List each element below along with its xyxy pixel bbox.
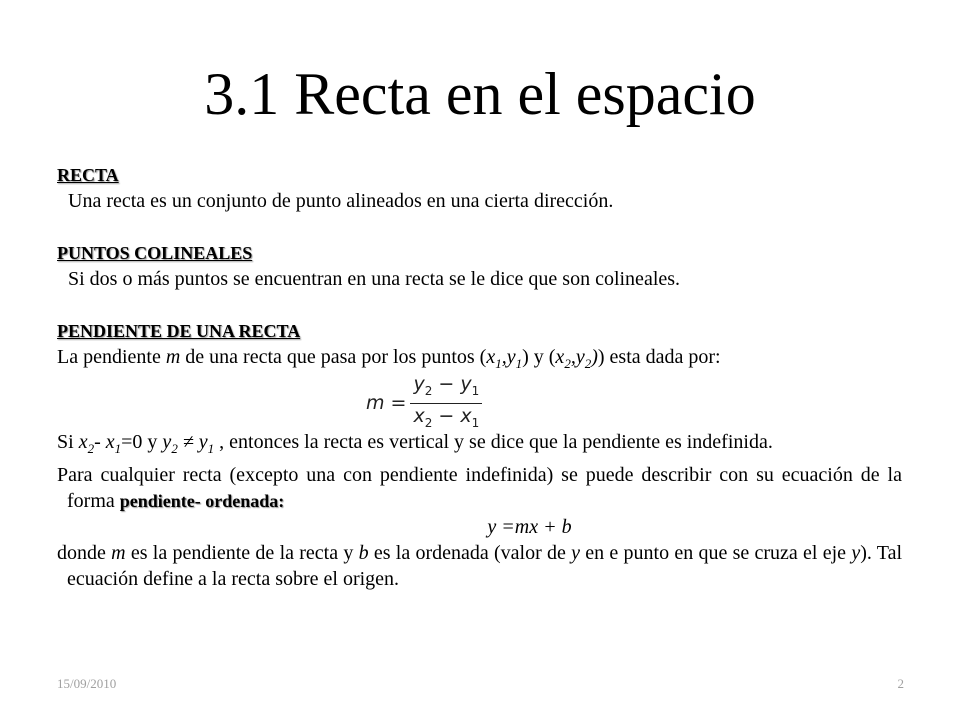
slide-body	[57, 162, 902, 592]
slope-intercept-equation: y =mx + b	[487, 516, 572, 538]
footer-page-number: 2	[897, 676, 904, 691]
heading-pendiente: PENDIENTE DE UNA RECTA	[57, 321, 301, 341]
slide-title: 3.1 Recta en el espacio	[204, 61, 756, 127]
colineales-definition: Si dos o más puntos se encuentran en una recta se le dice que son colineales.	[68, 268, 681, 290]
slope-intercept-note: Para cualquier recta (excepto una con pendiente indefinida) se puede describir con su ecuación de la forma pendiente- ordenada:	[57, 464, 902, 512]
footer-date: 15/09/2010	[57, 676, 117, 691]
slope-intercept-highlight: pendiente- ordenada:	[119, 491, 285, 511]
recta-definition: Una recta es un conjunto de punto alineados en una cierta dirección.	[68, 190, 614, 212]
pendiente-intro: La pendiente m de una recta que pasa por los puntos $(x_1,y_1)$ y $(x_2,y_2)$) esta dada por:	[57, 346, 721, 371]
heading-puntos-colineales: PUNTOS COLINEALES	[57, 243, 253, 263]
heading-recta: RECTA	[57, 165, 119, 185]
slope-formula: m = $\frac{y_2 - y_1}{x_2 - x_1}$	[57, 377, 902, 429]
vertical-line-note: Si $x_2-$ $x_1=0$ y $y_2 \ne y_1$ , entonces la recta es vertical y se dice que la pendiente es indefinida.	[57, 431, 773, 456]
donde-explanation: donde m es la pendiente de la recta y b es la ordenada (valor de y en e punto en que se cruza el eje y). Tal ecuación define a la recta sobre el origen.	[57, 542, 903, 590]
